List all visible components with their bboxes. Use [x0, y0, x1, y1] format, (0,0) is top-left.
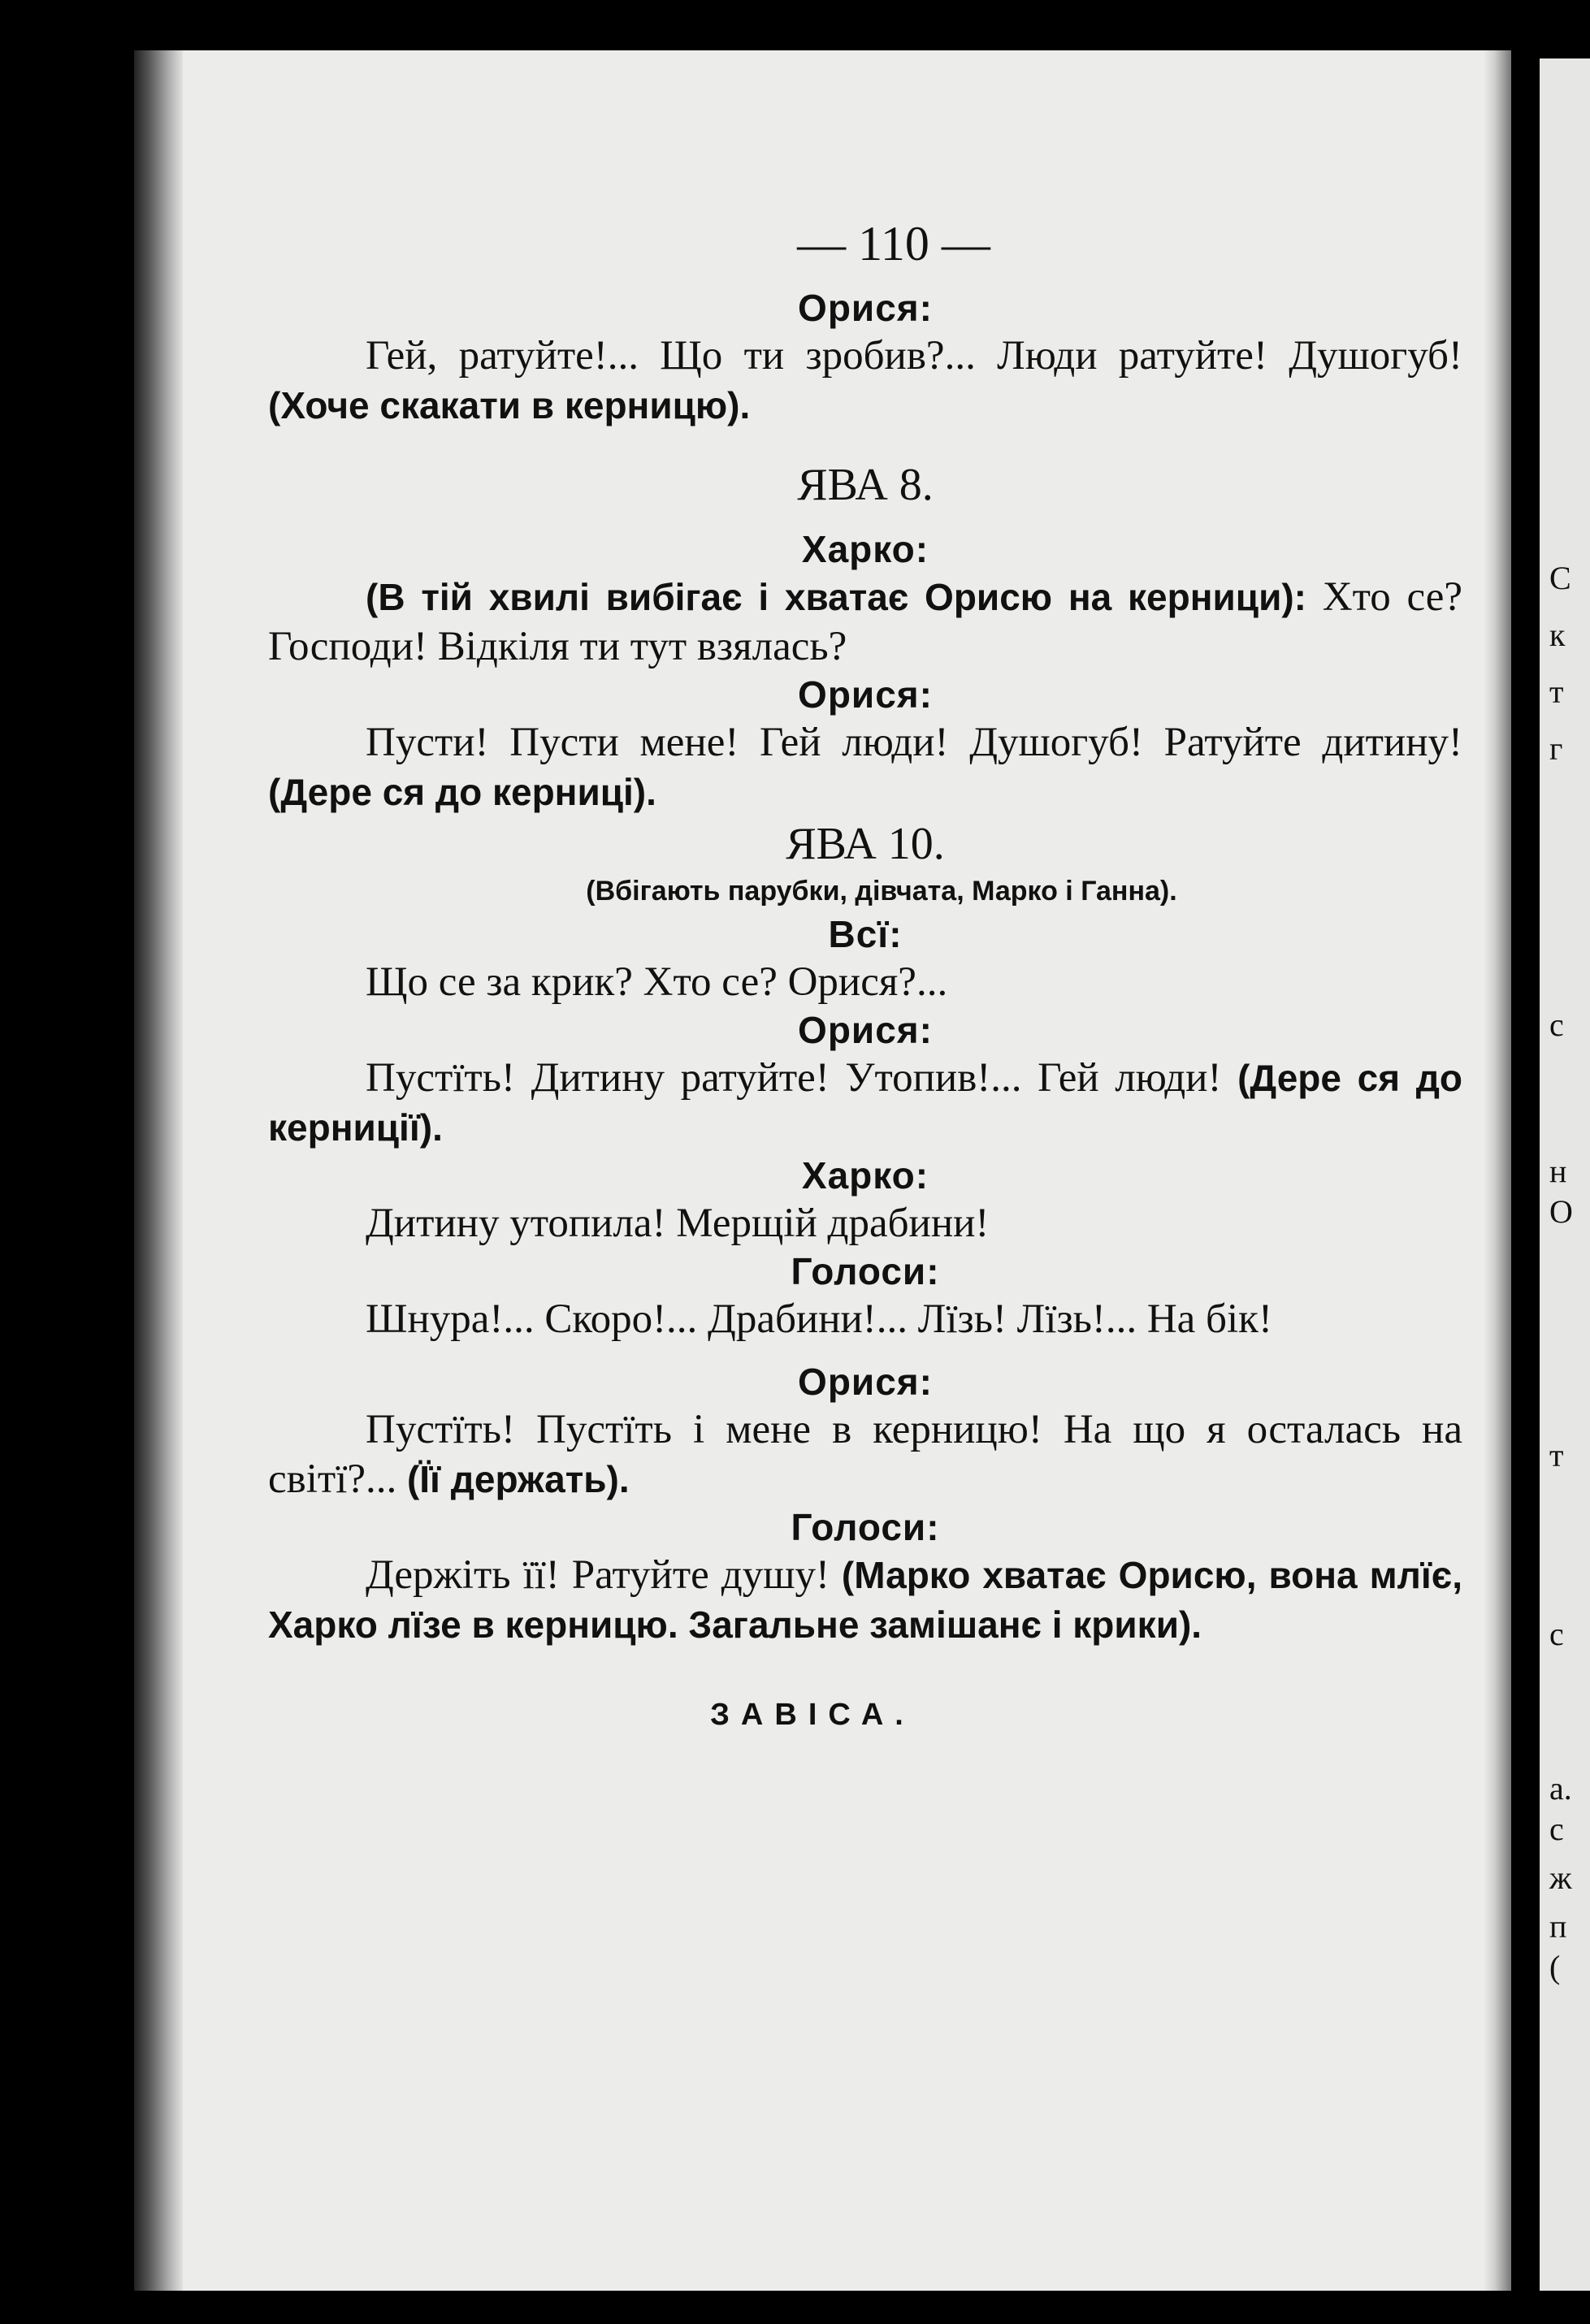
speaker-name: Голоси: [791, 1250, 940, 1292]
dialogue-text: Пустїть! Пустїть і мене в керницю! На що я осталась на світї?... [268, 1407, 1462, 1502]
speaker-name: Голоси: [791, 1506, 940, 1548]
spacer [268, 431, 1462, 458]
facing-page-fragment: с [1549, 1616, 1564, 1652]
facing-page-fragment: п [1549, 1908, 1567, 1945]
dialogue-text: Держіть її! Ратуйте душу! [366, 1552, 842, 1598]
speaker-name: Орися: [798, 287, 933, 329]
dialogue-text: Шнура!... Скоро!... Драбини!... Лїзь! Лїзь!... На бік! [366, 1296, 1272, 1342]
facing-page-fragment: т [1549, 1437, 1564, 1474]
scene-heading: ЯВА 10. [786, 819, 945, 869]
stage-direction: (Вбігають парубки, дівчата, Марко і Ганна). [586, 876, 1177, 907]
dialogue-text: Пустїть! Дитину ратуйте! Утопив!... Гей люди! [366, 1055, 1238, 1101]
facing-page-fragment: с [1549, 1811, 1564, 1847]
dialogue-line [268, 1199, 1462, 1249]
dialogue-line [268, 1295, 1462, 1344]
spacer [268, 512, 1462, 526]
dialogue-line [268, 718, 1462, 817]
page-content [268, 219, 1462, 1740]
speaker-name: Харко: [801, 1154, 929, 1197]
stage-direction: (Дере ся до керниції). [268, 1057, 1462, 1149]
stage-direction: (В тій хвилі вибігає і хватає Орисю на керници): [366, 576, 1306, 618]
dialogue-line [268, 1054, 1462, 1153]
speaker-name: Орися: [798, 673, 933, 716]
facing-page-fragment: О [1549, 1193, 1573, 1230]
facing-page-fragment: С [1549, 560, 1571, 596]
dialogue-text: Дитину утопила! Мерщій драбини! [366, 1201, 990, 1246]
page-number: — 110 — [797, 217, 990, 270]
facing-page-fragment: ж [1549, 1859, 1572, 1896]
spacer [268, 1344, 1462, 1359]
page-fold [1484, 50, 1511, 2291]
facing-page-fragment: ( [1549, 1949, 1561, 1985]
stage-direction: (Хоче скакати в керницю). [268, 384, 751, 426]
dialogue-text: Що се за крик? Хто се? Орися?... [366, 959, 948, 1005]
dialogue-text: Хто се? Господи! Відкіля ти тут взялась? [268, 574, 1463, 669]
play-text [268, 285, 1462, 1740]
dialogue-text: Пусти! Пусти мене! Гей люди! Душогуб! Ратуйте дитину! [366, 720, 1462, 765]
stage-direction: (Марко хватає Орисю, вона млїє, Харко лїзе в керницю. Загальне замішанє і крики). [268, 1554, 1462, 1646]
next-page-edge [1540, 58, 1590, 2291]
facing-page-fragment: н [1549, 1153, 1567, 1189]
dialogue-line [268, 1551, 1462, 1650]
dialogue-line [268, 1405, 1462, 1504]
facing-page-fragment: г [1549, 730, 1563, 767]
facing-page-fragment: т [1549, 673, 1564, 710]
dialogue-line [268, 573, 1462, 672]
scene-heading: ЯВА 8. [797, 460, 934, 510]
speaker-name: Орися: [798, 1009, 933, 1051]
facing-page-fragment: к [1549, 617, 1566, 653]
speaker-name: Всї: [828, 913, 903, 955]
facing-page-fragment: с [1549, 1006, 1564, 1043]
speaker-name: Харко: [801, 528, 929, 570]
dialogue-line [268, 958, 1462, 1007]
stage-direction: (Її держать). [406, 1458, 630, 1500]
page-gutter [134, 50, 183, 2291]
curtain-text: ЗАВІСА. [710, 1698, 915, 1732]
dialogue-text: Гей, ратуйте!... Що ти зробив?... Люди ратуйте! Душогуб! [366, 333, 1462, 379]
stage-direction: (Дере ся до керниці). [268, 771, 656, 813]
speaker-name: Орися: [798, 1361, 933, 1403]
dialogue-line [268, 331, 1462, 431]
facing-page-fragment: а. [1549, 1770, 1572, 1807]
